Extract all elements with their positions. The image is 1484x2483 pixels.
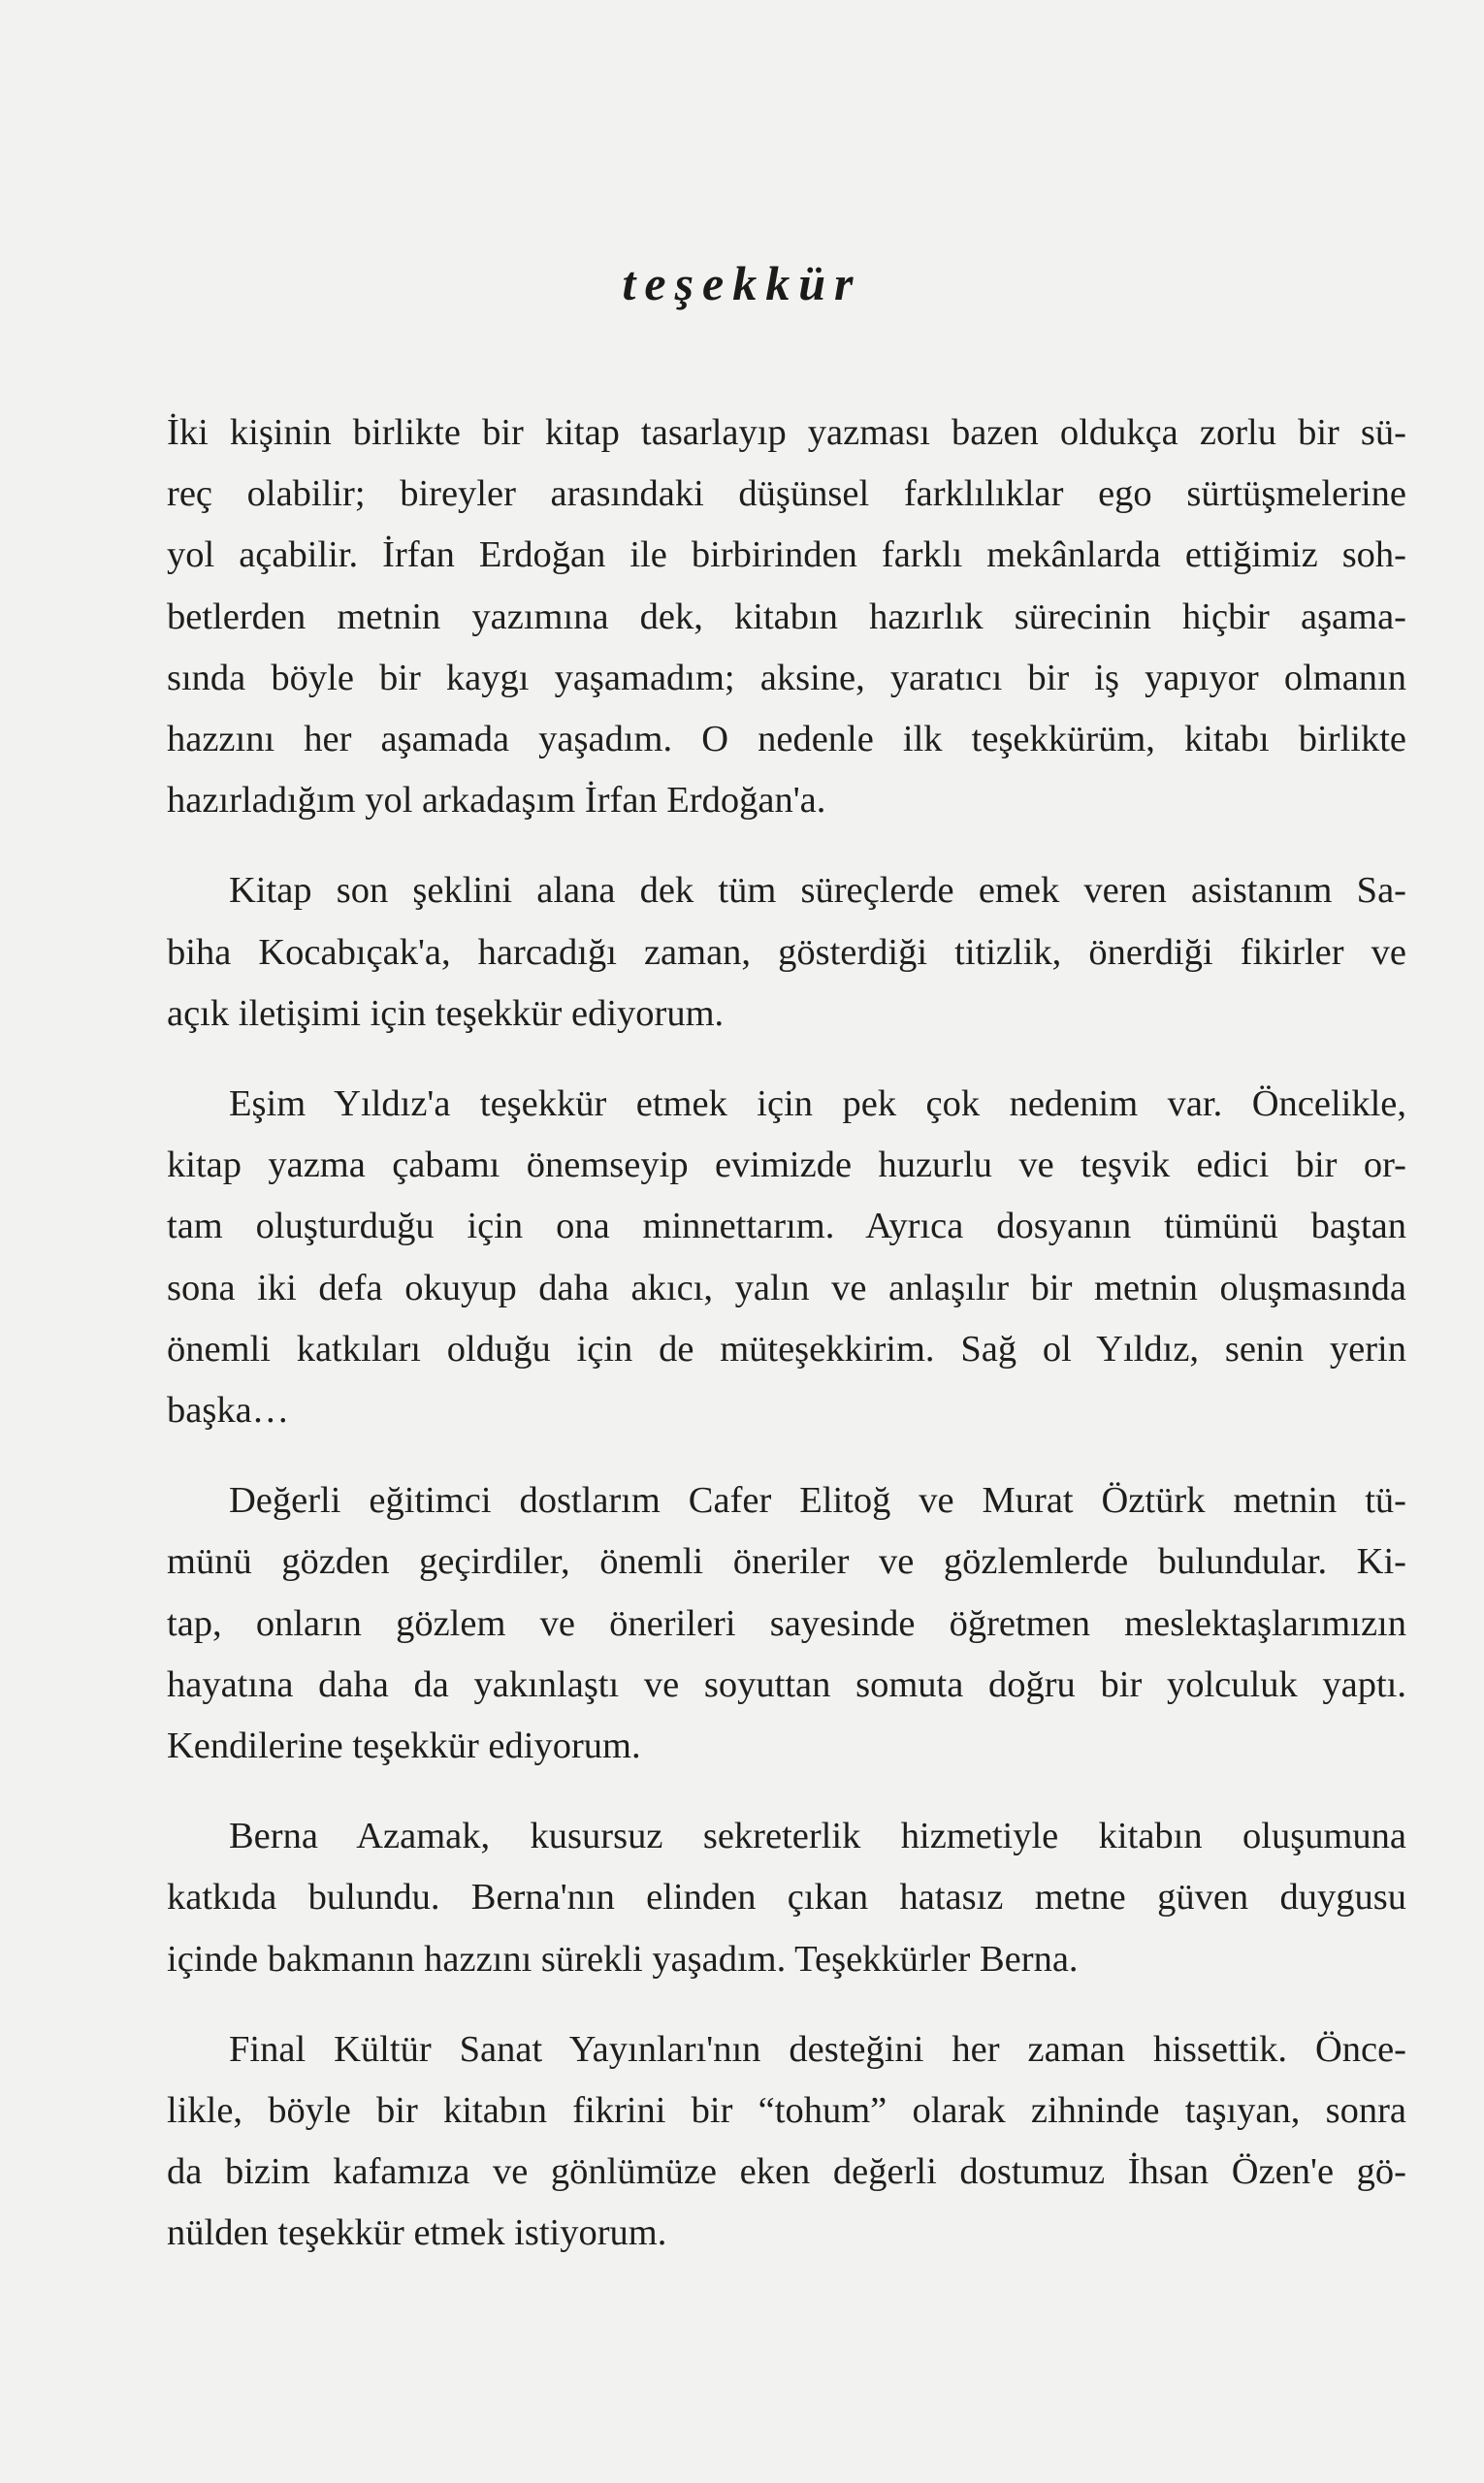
text-line: biha Kocabıçak'a, harcadığı zaman, gösterdiği titizlik, önerdiği fikirler ve xyxy=(167,931,1406,973)
paragraph-5 xyxy=(167,1806,1406,1990)
text-line: kitap yazma çabamı önemseyip evimizde huzurlu ve teşvik edici bir or- xyxy=(167,1145,1406,1186)
text-line: sona iki defa okuyup daha akıcı, yalın ve anlaşılır bir metnin oluşmasında xyxy=(167,1267,1406,1308)
paragraph-6 xyxy=(167,2019,1406,2265)
text-line: reç olabilir; bireyler arasındaki düşünsel farklılıklar ego sürtüşmelerine xyxy=(167,473,1406,515)
text-line: betlerden metnin yazımına dek, kitabın hazırlık sürecinin hiçbir aşama- xyxy=(167,596,1406,637)
text-line: Final Kültür Sanat Yayınları'nın desteğini her zaman hissettik. Önce- xyxy=(229,2028,1406,2070)
text-line: hazzını her aşamada yaşadım. O nedenle ilk teşekkürüm, kitabı birlikte xyxy=(167,719,1406,760)
text-line: tam oluşturduğu için ona minnettarım. Ayrıca dosyanın tümünü baştan xyxy=(167,1206,1406,1247)
text-line: önemli katkıları olduğu için de müteşekkirim. Sağ ol Yıldız, senin yerin xyxy=(167,1328,1406,1370)
text-line: hayatına daha da yakınlaştı ve soyuttan somuta doğru bir yolculuk yaptı. xyxy=(167,1663,1406,1705)
text-line: Değerli eğitimci dostlarım Cafer Elitoğ ve Murat Öztürk metnin tü- xyxy=(229,1480,1406,1522)
text-line: yol açabilir. İrfan Erdoğan ile birbirinden farklı mekânlarda ettiğimiz soh- xyxy=(167,534,1406,576)
text-line: likle, böyle bir kitabın fikrini bir “tohum” olarak zihninde taşıyan, sonra xyxy=(167,2090,1406,2132)
paragraph-4 xyxy=(167,1470,1406,1777)
text-line: Kendilerine teşekkür ediyorum. xyxy=(167,1725,641,1767)
page-title: teşekkür xyxy=(622,256,862,310)
text-line: münü gözden geçirdiler, önemli öneriler ve gözlemlerde bulundular. Ki- xyxy=(167,1541,1406,1583)
paragraph-3 xyxy=(167,1074,1406,1441)
text-line: sında böyle bir kaygı yaşamadım; aksine, yaratıcı bir iş yapıyor olmanın xyxy=(167,657,1406,698)
text-line: İki kişinin birlikte bir kitap tasarlayıp yazması bazen oldukça zorlu bir sü- xyxy=(167,412,1406,453)
text-line: Kitap son şeklini alana dek tüm süreçlerde emek veren asistanım Sa- xyxy=(229,870,1406,912)
acknowledgements-text xyxy=(167,403,1406,2294)
text-line: içinde bakmanın hazzını sürekli yaşadım. Teşekkürler Berna. xyxy=(167,1938,1079,1980)
paragraph-1 xyxy=(167,403,1406,831)
text-line: Berna Azamak, kusursuz sekreterlik hizmetiyle kitabın oluşumuna xyxy=(229,1816,1406,1857)
paragraph-2 xyxy=(167,860,1406,1045)
text-line: açık iletişimi için teşekkür ediyorum. xyxy=(167,992,725,1034)
text-line: hazırladığım yol arkadaşım İrfan Erdoğan'a. xyxy=(167,780,826,822)
text-line: Eşim Yıldız'a teşekkür etmek için pek çok nedenim var. Öncelikle, xyxy=(229,1083,1406,1125)
text-line: katkıda bulundu. Berna'nın elinden çıkan hatasız metne güven duygusu xyxy=(167,1877,1406,1919)
text-line: tap, onların gözlem ve önerileri sayesinde öğretmen meslektaşlarımızın xyxy=(167,1602,1406,1644)
text-line: nülden teşekkür etmek istiyorum. xyxy=(167,2212,667,2254)
text-line: da bizim kafamıza ve gönlümüze eken değerli dostumuz İhsan Özen'e gö- xyxy=(167,2151,1406,2193)
text-line: başka… xyxy=(167,1390,290,1432)
